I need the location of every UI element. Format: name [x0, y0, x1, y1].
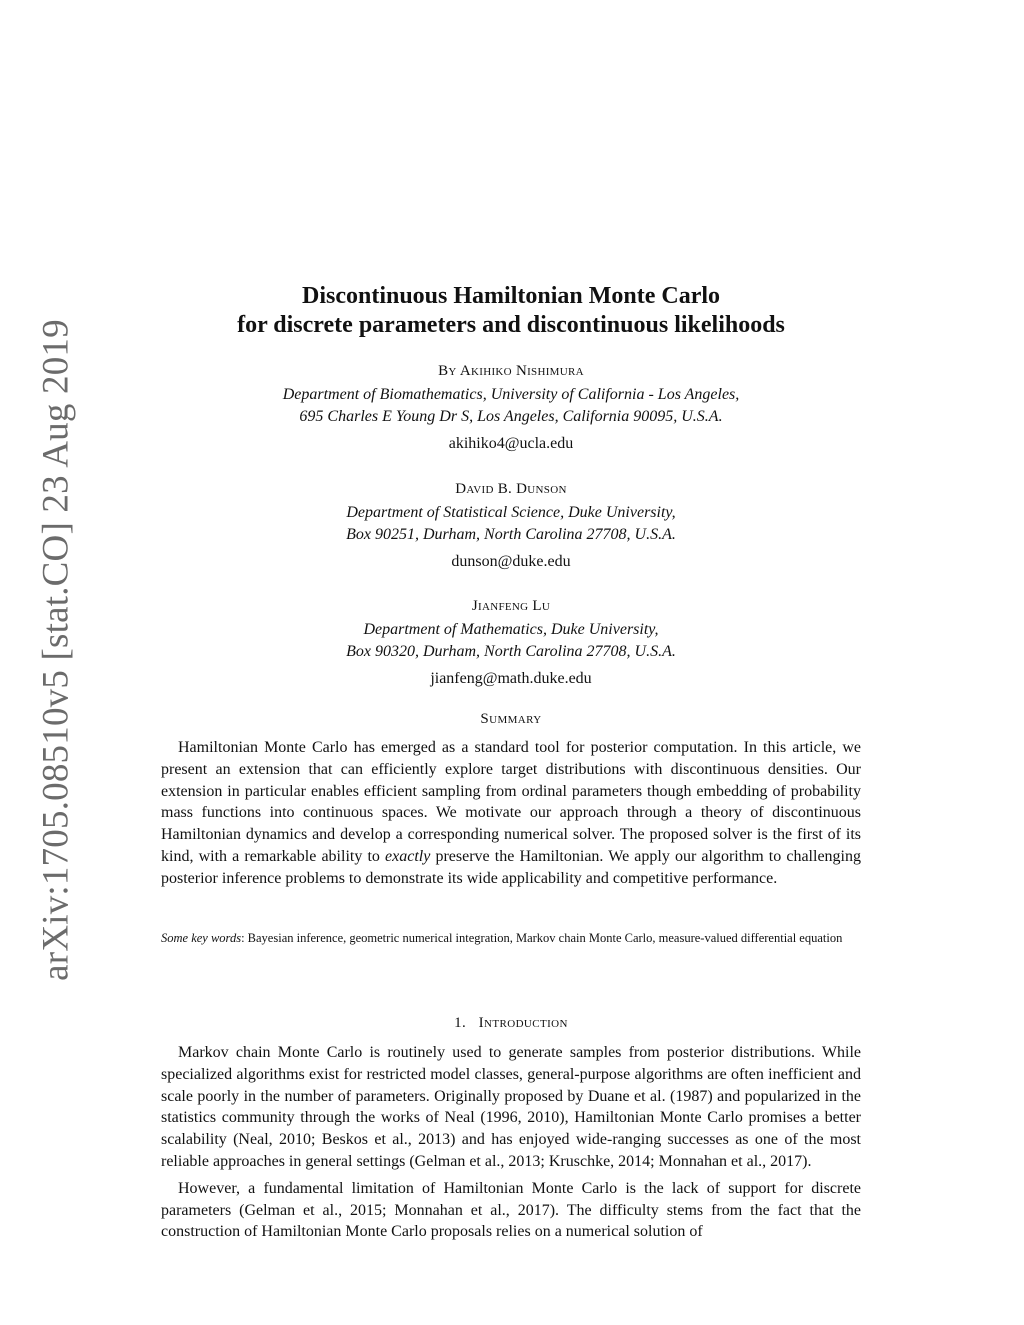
- intro-paragraph: Markov chain Monte Carlo is routinely used to generate samples from posterior distributions. While specialized algorithms exist for restricted model classes, general-purpose algorithms are often inefficient and scale poorly in the number of parameters. Originally proposed by Duane et al. (1987) and popularized in the statistics community through the works of Neal (1996, 2010), Hamiltonian Monte Carlo promises a better scalability (Neal, 2010; Beskos et al., 2013) and has enjoyed wide-ranging successes as one of the most reliable approaches in general settings (Gelman et al., 2013; Kruschke, 2014; Monnahan et al., 2017).: [161, 1044, 861, 1170]
- author-email: dunson@duke.edu: [451, 553, 571, 570]
- author-email: akihiko4@ucla.edu: [448, 435, 574, 452]
- author-affiliation-line-2: Box 90320, Durham, North Carolina 27708, U.S.A.: [346, 643, 676, 660]
- author-name: David B. Dunson: [455, 481, 567, 497]
- author-name: By Akihiko Nishimura: [438, 363, 584, 379]
- key-words-label: Some key words: [161, 931, 242, 945]
- summary-text-part-1: Hamiltonian Monte Carlo has emerged as a standard tool for posterior computation. In this article, we present an extension that can efficiently explore target distributions with discontinuous densities. Our extension in particular enables efficient sampling from ordinal parameters though embedding of probability mass functions into continuous spaces. We motivate our approach through a theory of discontinuous Hamiltonian dynamics and develop a corresponding numerical solver. The proposed solver is the first of its kind, with a remarkable ability to: [161, 739, 861, 865]
- title-line-2: for discrete parameters and discontinuous likelihoods: [237, 312, 785, 338]
- summary-emphasis: exactly: [385, 847, 431, 865]
- author-name: Jianfeng Lu: [471, 598, 551, 614]
- author-email: jianfeng@math.duke.edu: [430, 670, 592, 687]
- author-affiliation-line-1: Department of Mathematics, Duke University,: [363, 621, 659, 638]
- section-number: 1.: [454, 1015, 467, 1031]
- summary-text-part-2: preserve the Hamiltonian. We apply our algorithm to challenging posterior inference problems to demonstrate its wide applicability and competitive performance.: [161, 847, 861, 887]
- arxiv-identifier-stamp: arXiv:1705.08510v5 [stat.CO] 23 Aug 2019: [35, 319, 77, 981]
- intro-paragraph: However, a fundamental limitation of Hamiltonian Monte Carlo is the lack of support for discrete parameters (Gelman et al., 2015; Monnahan et al., 2017). The difficulty stems from the fact that the construction of Hamiltonian Monte Carlo proposals relies on a numerical solution of: [161, 1179, 861, 1241]
- section-title: Introduction: [478, 1015, 568, 1031]
- key-words: [161, 931, 861, 947]
- author-block-nishimura: [161, 361, 861, 455]
- author-affiliation-line-1: Department of Biomathematics, University of California - Los Angeles,: [282, 386, 740, 403]
- author-affiliation-line-2: 695 Charles E Young Dr S, Los Angeles, California 90095, U.S.A.: [299, 408, 723, 425]
- title-line-1: Discontinuous Hamiltonian Monte Carlo: [301, 283, 721, 309]
- key-words-list: : Bayesian inference, geometric numerical integration, Markov chain Monte Carlo, measure-valued differential equation: [241, 931, 843, 945]
- author-affiliation-line-1: Department of Statistical Science, Duke University,: [346, 504, 676, 521]
- summary-heading: Summary: [480, 711, 542, 727]
- author-block-lu: [161, 596, 861, 690]
- paper-title: [161, 282, 861, 340]
- summary-abstract: [161, 737, 861, 890]
- section-heading-introduction: [161, 1015, 861, 1032]
- introduction-body: [161, 1042, 861, 1243]
- author-affiliation-line-2: Box 90251, Durham, North Carolina 27708, U.S.A.: [346, 526, 676, 543]
- author-block-dunson: [161, 479, 861, 573]
